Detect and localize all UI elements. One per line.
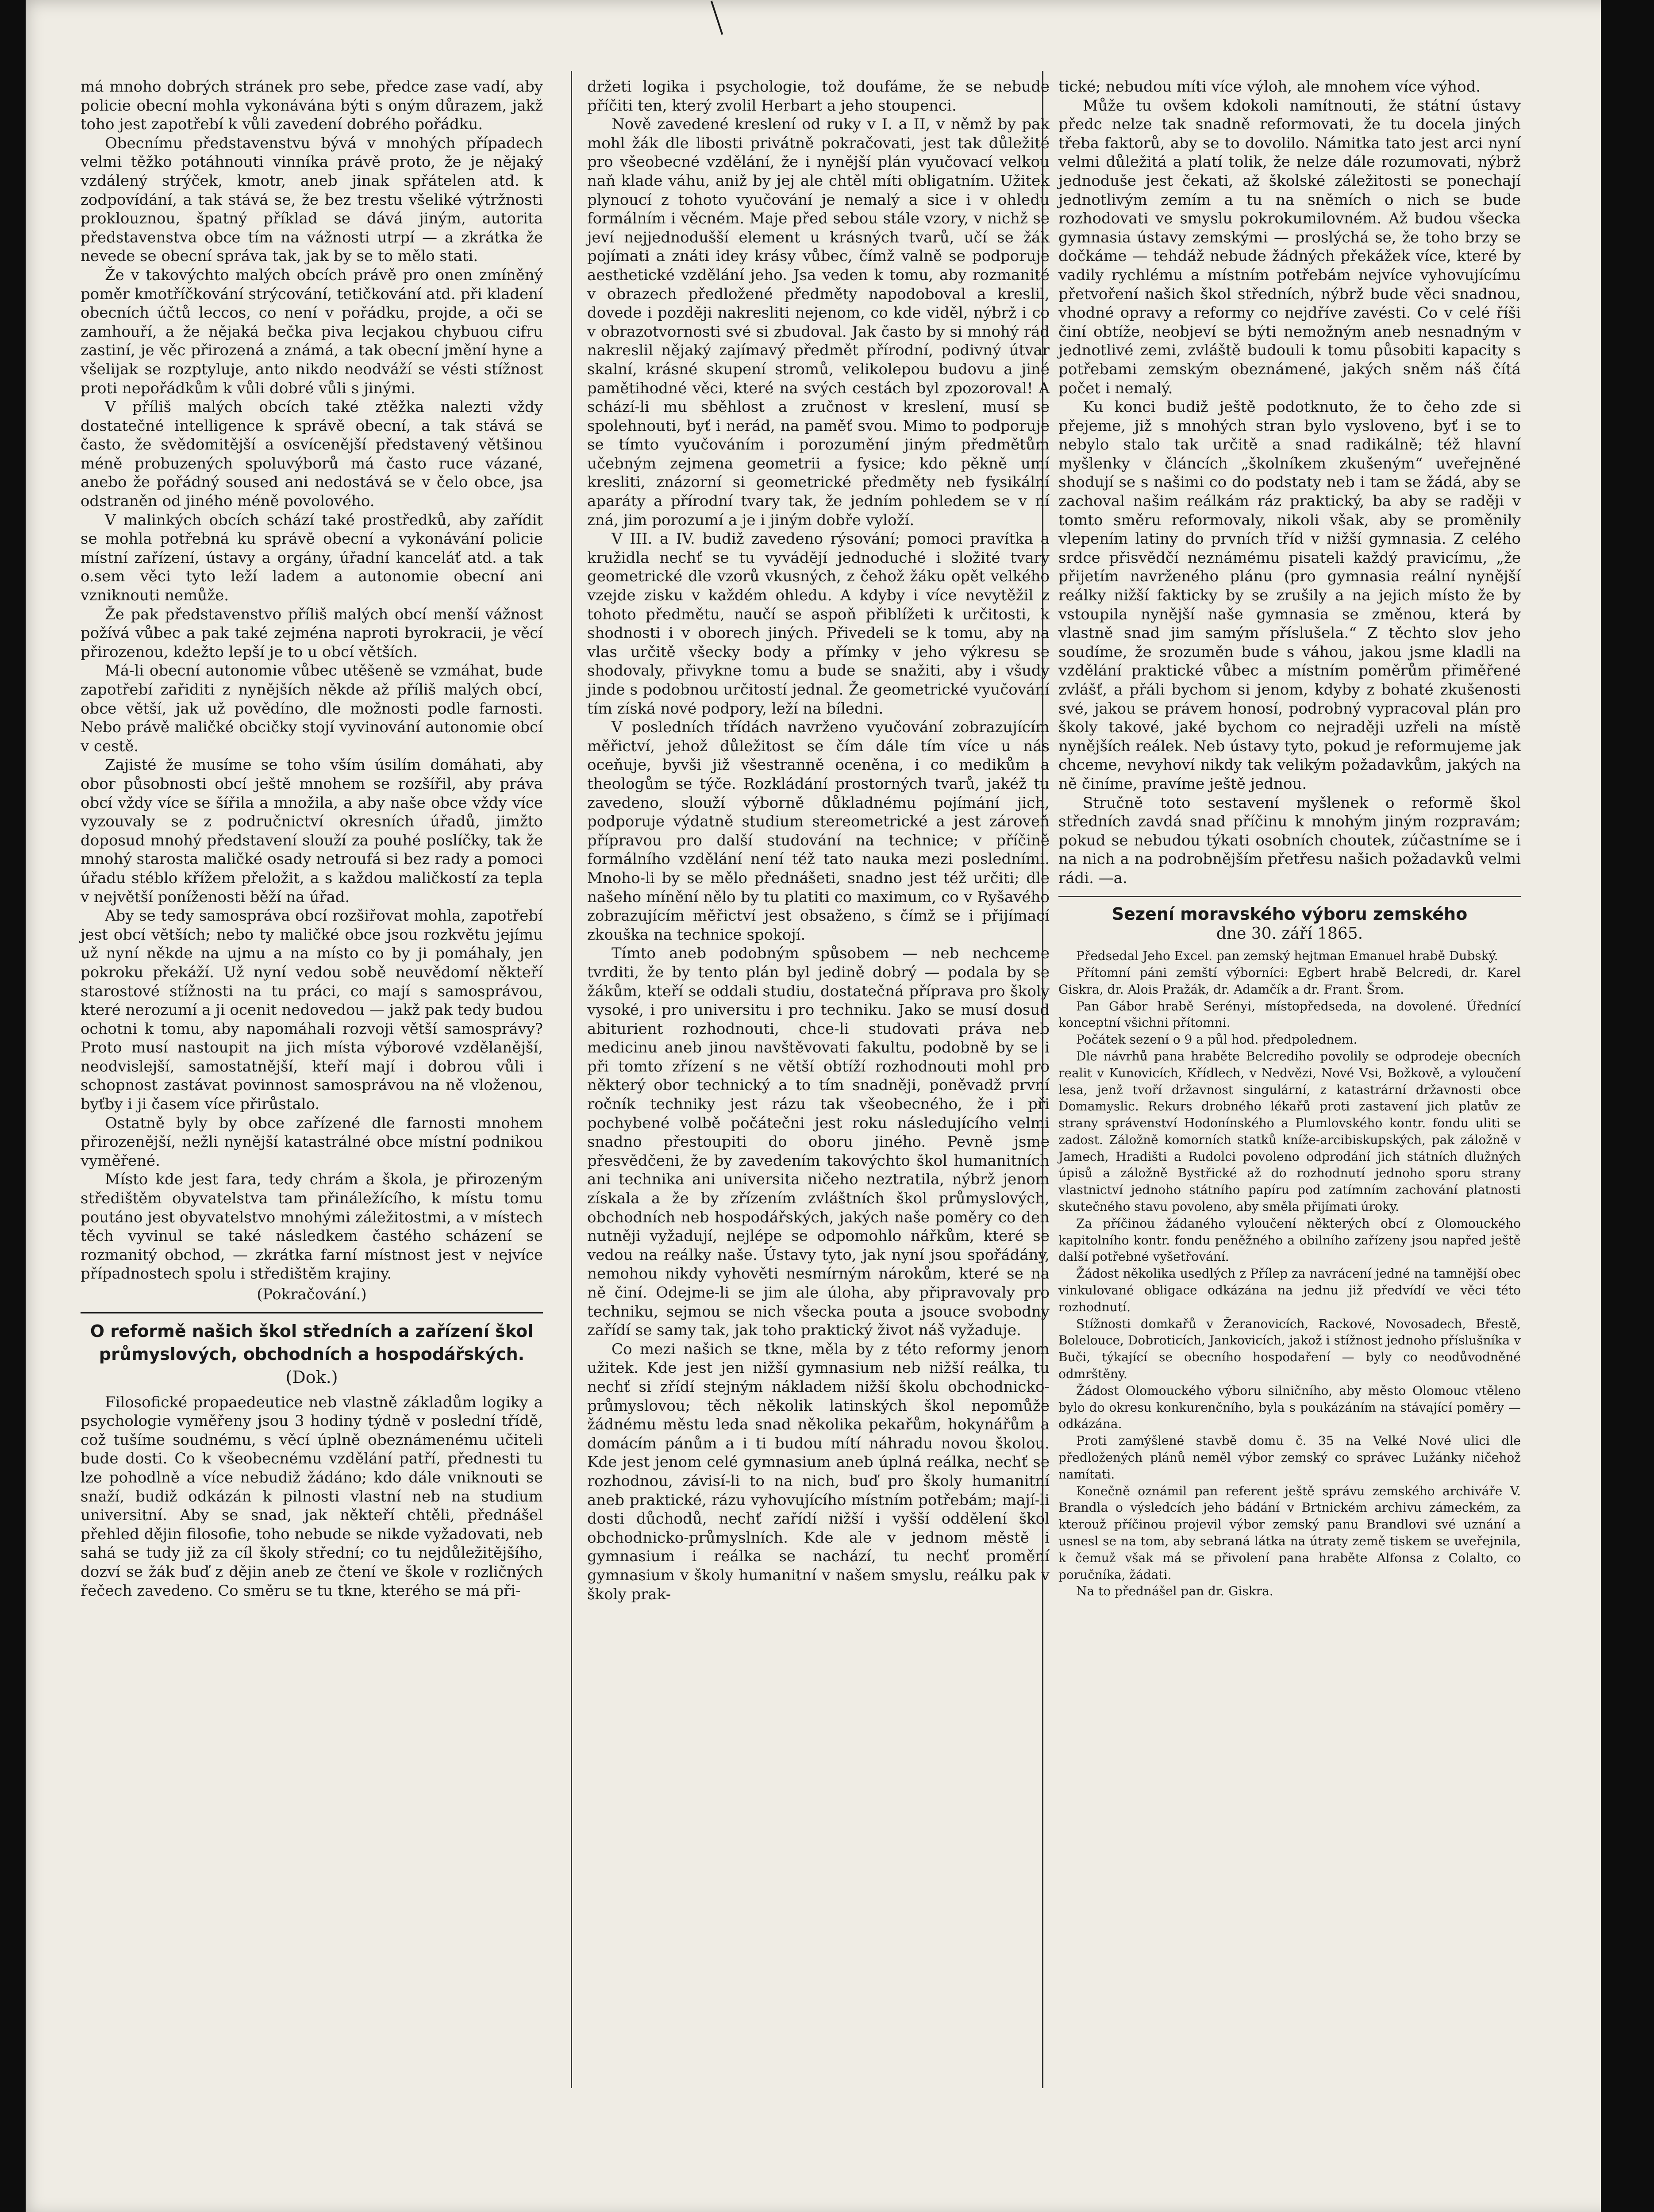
paragraph: Ku konci budiž ještě podotknuto, že to čeho zde si přejeme, již s mnohých stran bylo vysloveno, byť i se to nebylo stalo tak určitě a snad radikálně; též hlavní myšlenky v článcích „školníkem zkušeným“ uveřejněné shodují se s našimi co do podstaty neb i tam se žádá, aby se zachoval našim reálkám ráz praktický, ba aby se raději v tomto směru reformovaly, nikoli však, aby se proměnily vlepením latiny do prvních tříd v nižší gymnasia. Z celého srdce přisvědčí neznámému pisateli každý pravicímu, „že přijetím navrženého plánu (pro gymnasia reální nynější reálky nižší fakticky by se zrušily a na jejich místo že by vstoupila nynější naše gymnasia se změnou, která by vlastně snad jim samým příslušela.“ Z těchto slov jeho soudíme, že srozuměn bude s váhou, jakou jsme kladli na vzdělání praktické vůbec a místním poměrům přiměřené zvlášť, a přáli bychom si jenom, kdyby z bohaté zkušenosti své, jakou se právem honosí, podrobný vypracoval plán pro školy takové, jaké bychom co nejraději uzřeli na místě nynějších reálek. Neb ústavy tyto, pokud je reformujeme jak chceme, nevyhoví nikdy tak velikým požadavkům, jakých na ně činíme, pravíme ještě jednou. xyxy=(1058,398,1521,793)
paragraph: Žádost Olomouckého výboru silničního, aby město Olomouc vtěleno bylo do okresu konkurenčního, byla s poukázáním na stávající poměry — odkázána. xyxy=(1058,1383,1521,1432)
paragraph: V posledních třídách navrženo vyučování zobrazujícím měřictví, jehož důležitost se čím dále tím více u nás oceňuje, byvši již všestranně oceněna, i co medikům a theologům se týče. Rozkládání prostorných tvarů, jakéž tu zavedeno, slouží výborně důkladnému pojímání jich, podporuje výdatně studium stereometrické a jest zároveň přípravou pro další studování na technice; v příčině formálního vzdělání není též tato nauka mezi posledními. Mnoho-li by se mělo přednášeti, snadno jest též určiti; dle našeho mínění nělo by tu platiti co maximum, co v Ryšavého zobrazujícím měřictví jest obsaženo, s čímž se i přijímací zkouška na technice spokojí. xyxy=(587,718,1050,944)
paragraph: Na to přednášel pan dr. Giskra. xyxy=(1076,1584,1273,1599)
paragraph: Předsedal Jeho Excel. pan zemský hejtman Emanuel hrabě Dubský. xyxy=(1076,949,1498,964)
paragraph: Co mezi našich se tkne, měla by z této reformy jenom užitek. Kde jest jen nižší gymnasium neb nižší reálka, tu nechť si zřídí stejným nákladem nižší školu obchodnicko-průmyslovou; těch několik latinských škol nepomůže žádnému městu leda snad několika pekařům, hokynářům a domácím pánům a i ti budou mítí náhradu novou školou. Kde jest jenom celé gymnasium aneb úplná reálka, nechť se rozhodnou, závisí-li to na nich, buď pro školy humanitní aneb praktické, rázu vyhovujícího místním potřebám; mají-li dosti důchodů, nechť zařídí nižší i vyšší oddělení škol obchodnicko-průmyslních. Kde ale v jednom městě i gymnasium i reálka se nachází, tu nechť promění gymnasium v školy humanitní v našem smyslu, reálku pak v školy prak- xyxy=(587,1340,1050,1603)
section-body xyxy=(1058,948,1521,1600)
section-divider xyxy=(81,1312,543,1313)
paragraph: tické; nebudou míti více výloh, ale mnohem více výhod. xyxy=(1058,78,1481,96)
column-rule-1 xyxy=(571,71,572,2088)
paragraph: Žádost několika usedlých z Přílep za navrácení jedné na tamnější obec vinkulované obligace odkázána na jednu již předvídí ve věci této rozhodnutí. xyxy=(1058,1266,1521,1314)
paragraph: Obecnímu představenstvu bývá v mnohých případech velmi těžko potáhnouti vinníka právě proto, že je nějaký vzdálený strýček, kmotr, aneb jinak spřátelen atd. k zodpovídání, a tak stává se, že bez trestu všeliké výtržnosti proklouznou, špatný příklad se dává jiným, autorita představenstva obce tím na vážnosti utrpí — a zkrátka že nevede se obecní správa tak, jak by se to mělo stati. xyxy=(81,134,543,265)
section-date: dne 30. září 1865. xyxy=(1216,924,1363,943)
column-3 xyxy=(1058,77,1521,1600)
paragraph: Stížnosti domkařů v Žeranovicích, Rackové, Novosadech, Břestě, Bolelouce, Dobroticích, Jankovicích, jakož i stížnost jednoho příslušníka v Buči, týkající se obecního hospodaření — byly co neodůvodněné odmrštěny. xyxy=(1058,1316,1521,1382)
paragraph: Dle návrhů pana hraběte Belcrediho povolily se odprodeje obecních realit v Kunovicích, Křídlech, v Nedvězi, Nové Vsi, Božkově, a vyloučení lesa, jenž tvoří državnost singulární, z katastrární državnosti obce Domamyslic. Rekurs drobného lékařů proti zastavení jich platův ze strany správenství Hodonínského a Plumlovského kontr. fondu uliti se zadost. Záložně komorních statků kníže-arcibiskupských, pak záložně v Jamech, Hradišti a Rudolci povoleno odprodání jich státních dlužných úpisů a záložně Bystřické až do rozhodnutí jednoho sporu strany vlastnictví jednoho státního papíru pod zatímním zachování platnosti skutečného stavu povoleno, aby směla přijímati úroky. xyxy=(1058,1048,1521,1214)
print-mark xyxy=(711,0,723,35)
column-2 xyxy=(587,77,1050,1604)
paragraph: V příliš malých obcích také ztěžka nalezti vždy dostatečné intelligence k správě obecní, a tak stává se často, že svědomitější a osvícenější představený většinou méně probuzených spoluvýborů má často ruce vázané, anebo že pořádný soused ani nedostává se v čelo obce, jsa odstraněn od jiného méně povolového. xyxy=(81,398,543,511)
paragraph: Může tu ovšem kdokoli namítnouti, že státní ústavy předc nelze tak snadně reformovati, že tu docela jiných třeba faktorů, aby se to dovolilo. Námitka tato jest arci nyní velmi důležitá a platí tolik, že nelze dále rozumovati, nýbrž jednoduše jest čekati, až školské záležitosti se ponechají jednotlivým zemím a tu na sněmích o nich se bude rozhodovati ve smyslu pokrokumilovném. Až budou všecka gymnasia ústavy zemskými — proslýchá se, že toho brzy se dočkáme — tehdáž nebude žádných překážek více, které by vadily rychlému a místním potřebám nejvíce vyhovujícímu přetvoření našich škol středních, nýbrž bude věci snadnou, vhodné opravy a reformy co nejdříve zavésti. Co v celé říši činí obtíže, neobjeví se býti nemožným aneb nesnadným v jednotlivé zemi, zvláště budouli k tomu působiti kapacity s potřebami zemským obeznámené, jakých sněm náš čítá počet i nemalý. xyxy=(1058,96,1521,397)
paragraph: Ostatně byly by obce zařízené dle farnosti mnohem přirozenější, nežli nynější katastrálné obce místní podnikou vyměřené. xyxy=(81,1114,543,1170)
paragraph: Konečně oznámil pan referent ještě správu zemského archiváře V. Brandla o výsledcích jeho bádání v Brtnickém archivu zámeckém, za kterouž příčinou projevil výbor zemský panu Brandlovi své uznání a usnesl se na tom, aby sebraná látka na útraty země tiskem se uveřejnila, k čemuž však má se přivolení pana hraběte Alfonsa z Colalto, co poručníka, žádati. xyxy=(1058,1483,1521,1582)
article-tag: (Dok.) xyxy=(285,1367,338,1387)
paragraph: má mnoho dobrých stránek pro sebe, předce zase vadí, aby policie obecní mohla vykonávána býti s oným důrazem, jakž toho jest zapotřebí k vůli zavedení dobrého pořádku. xyxy=(81,78,543,134)
article-title-text: O reformě našich škol středních a zařízení škol průmyslových, obchodních a hospodářských. xyxy=(90,1321,534,1364)
paragraph: Stručně toto sestavení myšlenek o reformě škol středních zavdá snad příčinu k mnohým jiným rozpravám; pokud se nebudou týkati osobních choutek, zúčastníme se i na nich a na podrobnějším přetřesu našich požadavků velmi rádi. —a. xyxy=(1058,794,1521,887)
paragraph: Za příčinou žádaného vyloučení některých obcí z Olomouckého kapitolního kontr. fondu peněžného a obilního zařízeny jsou napřed ještě další potřebné vyšetřování. xyxy=(1058,1216,1521,1264)
paragraph: Tímto aneb podobným spůsobem — neb nechceme tvrditi, že by tento plán byl jedině dobrý — podala by se žákům, kteří se oddali studiu, dostatečná příprava pro školy vysoké, i pro universitu i pro techniku. Jako se musí dosud abiturient rozhodnouti, chce-li studovati práva neb medicinu aneb jinou navštěvovati fakultu, podobně by se i při tomto zřízení s ne větší obtíží rozhodnouti mohl pro některý obor technický a to tím snadněji, poněvadž první ročník techniky jest rázu tak všeobecného, že i při pochybené volbě počátečni jest roku následujícího velmi snadno přestoupiti do oboru jiného. Pevně jsme přesvědčeni, že by zavedením takovýchto škol humanitních ani technika ani universita ničeho neztratila, nýbrž jenom získala a že by zřízením zvláštních škol průmyslových, obchodních neb hospodářských, jakých naše poměry co den nutněji vyžadují, nejlépe se odpomohlo nářkům, které se vedou na reálky naše. Ústavy tyto, jak nyní jsou spořádány, nemohou nikdy vyhověti nesmírným nárokům, které se na ně činí. Odejme-li se jim ale úloha, aby připravovaly pro techniku, sejmou se nich všecka pouta a jsouce svobodny zařídí se samy tak, jak toho praktický život náš vyžaduje. xyxy=(587,945,1050,1340)
paragraph: Zajisté že musíme se toho vším úsilím domáhati, aby obor působnosti obcí ještě mnohem se rozšířil, aby práva obcí vždy více se šířila a množila, a aby naše obce vždy více vyzouvaly se z područnictví okresních úřadů, jimžto doposud mnohý představení slouží za pouhé poslíčky, tak že mnohý starosta maličké osady netroufá si bez rady a pomoci úřadu stéblo křížem přeložit, a s každou maličkostí za tepla v největší poníženosti běží na úřad. xyxy=(81,756,543,906)
paragraph: V malinkých obcích schází také prostředků, aby zařídit se mohla potřebná ku správě obecní a vykonávání policie místní zařízení, ústavy a orgány, úřadní kanceláť atd. a tak o.sem věci tyto leží ladem a autonomie obecní ani vzniknouti nemůže. xyxy=(81,511,543,605)
paragraph: držeti logika i psychologie, tož doufáme, že se nebude příčiti ten, který zvolil Herbart a jeho stoupenci. xyxy=(587,78,1050,115)
continued-note: (Pokračování.) xyxy=(257,1286,367,1303)
paragraph: Aby se tedy samospráva obcí rozšiřovat mohla, zapotřebí jest obcí větších; nebo ty maličké obce jsou rozkvětu jejímu už nyní někde na ujmu a na místo co by ji pomáhaly, jen pokroku překáží. Už nyní vedou sobě neuvědomí někteří starostové stížnosti na tu práci, co mají s samosprávou, které nerozumí a ji ocenit nedovedou — jakž pak tedy budou ochotni k tomu, aby napomáhali rozvoji větší samosprávy? Proto musí nastoupit na jich místa výborové vzdělanější, neodvislejší, samostatnější, kteří mají i dobrou vůli i schopnost zastávat povinnost samosprávou na ně vloženou, byťby i ji časem více přirůstalo. xyxy=(81,907,543,1114)
paragraph: Počátek sezení o 9 a půl hod. předpolednem. xyxy=(1076,1032,1358,1047)
paragraph: Proti zamýšlené stavbě domu č. 35 na Velké Nové ulici dle předložených plánů neměl výbor zemský co správec Lužánky ničehož namítati. xyxy=(1058,1433,1521,1482)
paragraph: Nově zavedené kreslení od ruky v I. a II, v němž by pak mohl žák dle libosti privátně pokračovati, jest tak důležité pro všeobecné vzdělání, že i nynější plán vyučovací velkou naň klade váhu, aniž by jej ale chtěl míti obligatním. Užitek plynoucí z tohoto vyučování je nemalý a sice i v ohledu formálním i věcném. Maje před sebou stále vzory, v nichž se jeví nejjednodušší element u krásných tvarů, učí se žák pojímati a znáti idey krásy vůbec, čímž valně se podporuje aesthetické vzdělání jeho. Jsa veden k tomu, aby rozmanité v obrazech předložené předměty napodoboval a kreslil, dovede i později nakresliti nejenom, co kde viděl, nýbrž i co v obrazotvornosti své si zbudoval. Jak často by si mnohý rád nakreslil nějaký zajímavý předmět přírodní, podivný útvar skalní, krásné skupení stromů, velikolepou budovu a jiné pamětihodné věci, které na svých cestách byl zpozoroval! A schází-li mu sběhlost a zručnost v kreslení, musí se spolehnouti, byť i nerád, na paměť svou. Mimo to podporuje se tímto vyučováním i porozumění jiným předmětům učebným zejmena geometrii a fysice; kdo pěkně umí kresliti, znázorní si geometrické předměty neb fysikální aparáty a přírodní tvary tak, že jedním pohledem se v ní zná, jim porozumí a je i jiným dobře vyloží. xyxy=(587,115,1050,529)
paragraph: Místo kde jest fara, tedy chrám a škola, je přirozeným středištěm obyvatelstva tam přináležícího, k místu tomu poutáno jest obyvatelstvo mnohými záležitostmi, a v místech těch vyvinul se také následkem častého scházení se rozmanitý obchod, — zkrátka farní místnost jest v nejvíce případnostech spolu i středištěm krajiny. xyxy=(81,1171,543,1283)
section-title: Sezení moravského výboru zemského xyxy=(1112,904,1468,924)
paragraph: Přítomní páni zemští výborníci: Egbert hrabě Belcredi, dr. Karel Giskra, dr. Alois Pražák, dr. Adamčík a dr. Frant. Šrom. xyxy=(1058,965,1521,997)
paragraph: Pan Gábor hrabě Serényi, místopředseda, na dovolené. Úřednící konceptní všichni přítomni. xyxy=(1058,998,1521,1030)
scan-edge xyxy=(1601,0,1627,2212)
article-title xyxy=(81,1320,543,1389)
paragraph: Že v takovýchto malých obcích právě pro onen zmíněný poměr kmotříčkování strýcování, tetičkování atd. při kladení obecních účtů leccos, co není v pořádku, projde, a oči se zamhouří, a že nějaká bečka piva lecjakou chybuou cifru zastiní, je věc přirozená a známá, a tak obecní jmění hyne a všelijak se rozptyluje, anto nikdo neodváží se vésti stížnost proti nepořádkům k vůli dobré vůli s jinými. xyxy=(81,266,543,397)
section-divider xyxy=(1058,896,1521,897)
paragraph: V III. a IV. budiž zavedeno rýsování; pomoci pravítka a kružidla nechť se tu vyvádějí jednoduché i složité tvary geometrické dle vzorů vkusných, z čehož žáku opět velkého vzejde zisku v každém ohledu. A kdyby i více nevytěžil z tohoto předmětu, naučí se aspoň přiblížeti k určitosti, k shodnosti i v oborech jiných. Přivedeli se k tomu, aby na vlas určitě všecky body a přímky v jeho výkresu se shodovaly, přivykne tomu a bude se snažiti, aby i všudy jinde s podobnou určitostí jednal. Že geometrické vyučování tím získá nové podpory, leží na bíledni. xyxy=(587,530,1050,718)
paragraph: Filosofické propaedeutice neb vlastně základům logiky a psychologie vyměřeny jsou 3 hodiny týdně v poslední třídě, což tušíme soudnému, s věcí úplně obeznámenému učiteli bude dosti. Co k všeobecnému vzdělání patří, přednesti tu lze pohodlně a více nebudiž žádáno; kdo dále vniknouti se snaží, budiž odkázán k pilnosti vlastní neb na studium universitní. Aby se snad, jak někteří chtěli, přednášel přehled dějin filosofie, toho nebude se nikde vyžadovati, neb sahá se tudy již za cíl školy střední; co tu nejdůležitějšího, dozví se žák buď z dějin aneb ze čtení ve škole v rozličných řečech zavedeno. Co směru se tu tkne, kterého se má při- xyxy=(81,1393,543,1600)
paragraph: Že pak představenstvo příliš malých obcí menší vážnost požívá vůbec a pak také zejména naproti byrokracii, je věcí přirozenou, kdežto lepší je to u obcí větších. xyxy=(81,605,543,661)
paragraph: Má-li obecní autonomie vůbec utěšeně se vzmáhat, bude zapotřebí zařiditi z nynějších někde až příliš malých obcí, obce větší, jak už povědíno, dle možnosti podle farnosti. Nebo právě maličké obcičky stojí vyvinování autonomie obcí v cestě. xyxy=(81,662,543,755)
column-1 xyxy=(81,77,543,1600)
